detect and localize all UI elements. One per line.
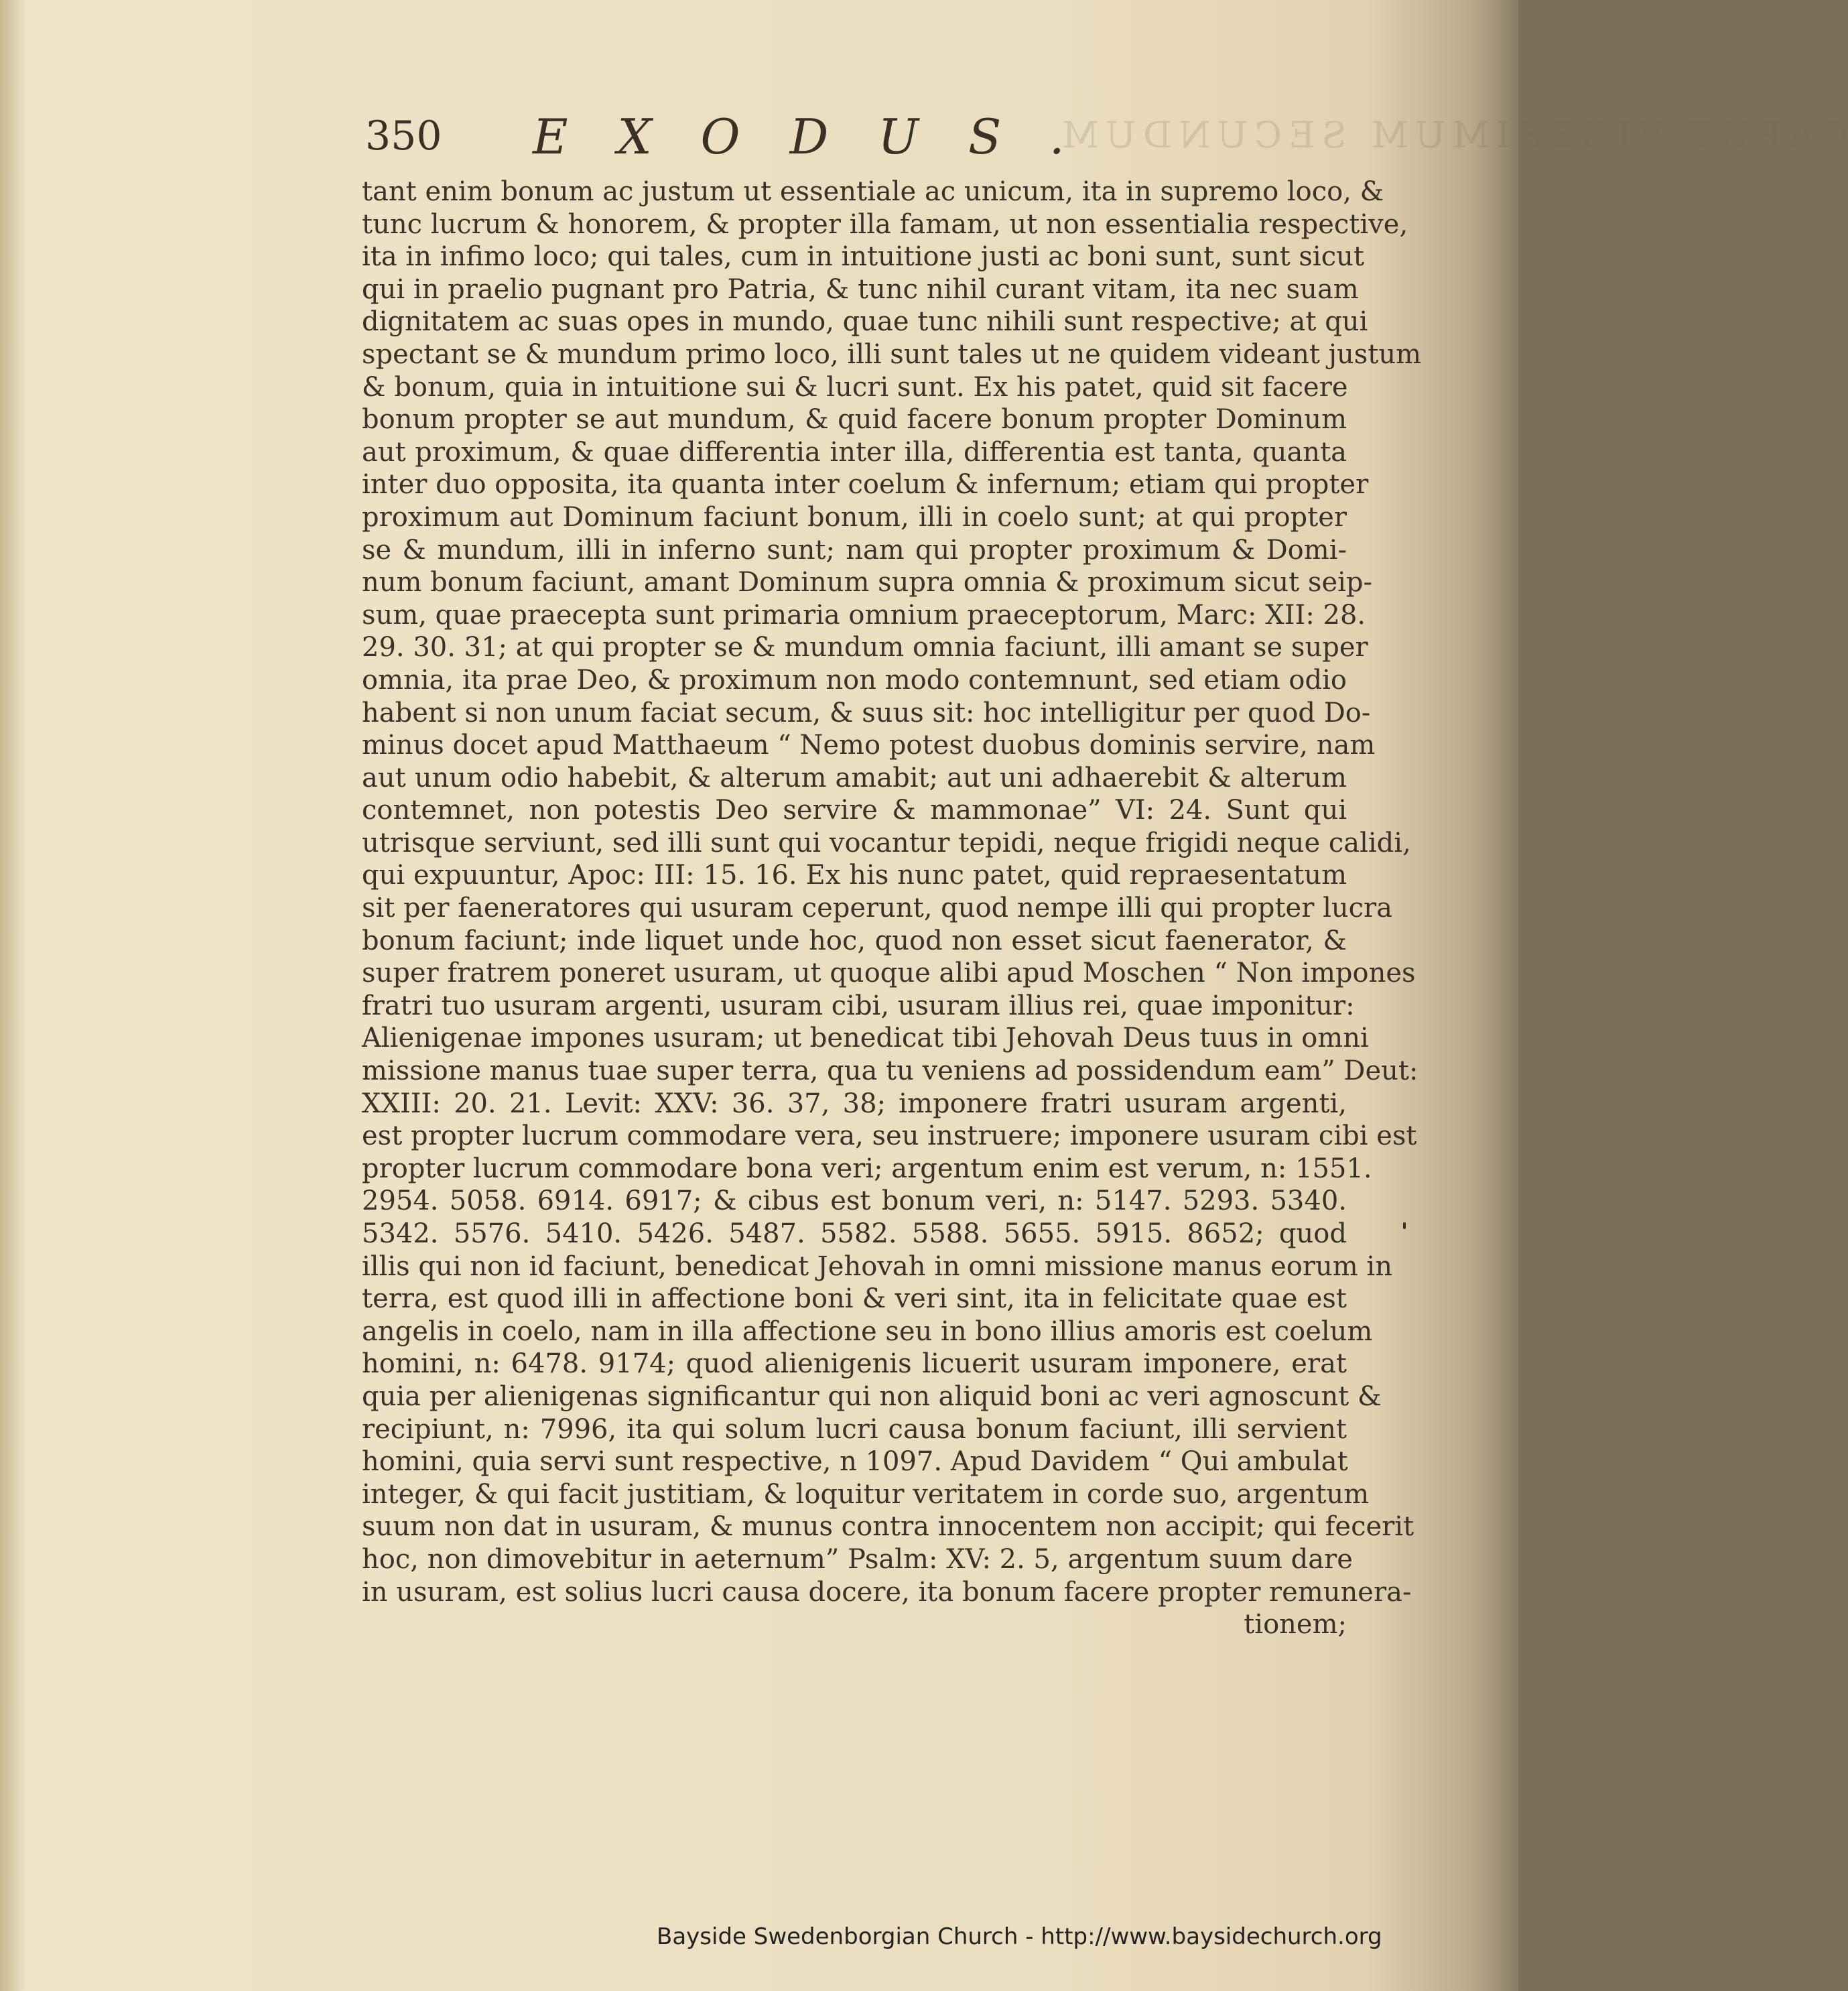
gutter-shadow xyxy=(0,0,27,1991)
text-line: minus docet apud Matthaeum “ Nemo potest duobus dominis servire, nam xyxy=(362,730,1376,761)
text-line: missione manus tuae super terra, qua tu veniens ad possidendum eam” Deut: xyxy=(362,1055,1418,1087)
text-line: se & mundum, illi in inferno sunt; nam qui propter proximum & Domi- xyxy=(362,534,1347,566)
text-line: num bonum faciunt, amant Dominum supra omnia & proximum sicut seip- xyxy=(362,567,1373,598)
text-line: homini, n: 6478. 9174; quod alienigenis licuerit usuram imponere, erat xyxy=(362,1348,1347,1380)
text-line: qui expuuntur, Apoc: III: 15. 16. Ex his nunc patet, quid repraesentatum xyxy=(362,860,1347,891)
text-line: tunc lucrum & honorem, & propter illa famam, ut non essentialia respective, xyxy=(362,208,1408,240)
running-title: EXODUS. xyxy=(533,109,1114,165)
ink-speck xyxy=(1403,1222,1406,1229)
text-line: XXIII: 20. 21. Levit: XXV: 36. 37, 38; imponere fratri usuram argenti, xyxy=(362,1088,1347,1119)
text-line: aut unum odio habebit, & alterum amabit; aut uni adhaerebit & alterum xyxy=(362,762,1347,793)
text-line: bonum propter se aut mundum, & quid facere bonum propter Dominum xyxy=(362,404,1347,436)
text-line: quia per alienigenas significantur qui non aliquid boni ac veri agnoscunt & xyxy=(362,1380,1382,1412)
body-text xyxy=(362,176,1422,1690)
text-line: Alienigenae impones usuram; ut benedicat tibi Jehovah Deus tuus in omni xyxy=(362,1023,1369,1054)
text-line: illis qui non id faciunt, benedicat Jehovah in omni missione manus eorum in xyxy=(362,1250,1392,1282)
text-line: contemnet, non potestis Deo servire & mammonae” VI: 24. Sunt qui xyxy=(362,795,1347,826)
text-line: inter duo opposita, ita quanta inter coelum & infernum; etiam qui propter xyxy=(362,469,1369,501)
text-line: omnia, ita prae Deo, & proximum non modo contemnunt, sed etiam odio xyxy=(362,664,1347,696)
text-line: hoc, non dimovebitur in aeternum” Psalm: XV: 2. 5, argentum suum dare xyxy=(362,1543,1353,1575)
text-line: ita in infimo loco; qui tales, cum in intuitione justi ac boni sunt, sunt sicut xyxy=(362,241,1364,273)
text-line: in usuram, est solius lucri causa docere, ita bonum facere propter remunera- xyxy=(362,1576,1412,1608)
text-line: sum, quae praecepta sunt primaria omnium praeceptorum, Marc: XII: 28. xyxy=(362,599,1366,631)
text-line: 29. 30. 31; at qui propter se & mundum omnia faciunt, illi amant se super xyxy=(362,632,1368,663)
text-line: bonum faciunt; inde liquet unde hoc, quod non esset sicut faenerator, & xyxy=(362,925,1347,956)
text-line: 5342. 5576. 5410. 5426. 5487. 5582. 5588. 5655. 5915. 8652; quod xyxy=(362,1218,1347,1249)
text-line: habent si non unum faciat secum, & suus sit: hoc intelligitur per quod Do- xyxy=(362,697,1371,728)
text-line: tant enim bonum ac justum ut essentiale ac unicum, ita in supremo loco, & xyxy=(362,176,1384,207)
text-line: 2954. 5058. 6914. 6917; & cibus est bonum veri, n: 5147. 5293. 5340. xyxy=(362,1185,1347,1217)
text-line: & bonum, quia in intuitione sui & lucri sunt. Ex his patet, quid sit facere xyxy=(362,371,1348,403)
text-line: qui in praelio pugnant pro Patria, & tunc nihil curant vitam, ita nec suam xyxy=(362,273,1359,305)
text-line: recipiunt, n: 7996, ita qui solum lucri causa bonum faciunt, illi servient xyxy=(362,1413,1347,1445)
text-line: propter lucrum commodare bona veri; argentum enim est verum, n: 1551. xyxy=(362,1153,1372,1184)
text-line: angelis in coelo, nam in illa affectione seu in bono illius amoris est coelum xyxy=(362,1315,1373,1347)
text-line: utrisque serviunt, sed illi sunt qui vocantur tepidi, neque frigidi neque calidi, xyxy=(362,827,1411,858)
text-line: proximum aut Dominum faciunt bonum, illi in coelo sunt; at qui propter xyxy=(362,501,1347,533)
text-line: est propter lucrum commodare vera, seu instruere; imponere usuram cibi est xyxy=(362,1120,1417,1152)
page-number: 350 xyxy=(365,113,442,159)
page-header xyxy=(365,101,1848,174)
text-line: spectant se & mundum primo loco, illi sunt tales ut ne quidem videant justum xyxy=(362,338,1422,370)
text-line: integer, & qui facit justitiam, & loquitur veritatem in corde suo, argentum xyxy=(362,1478,1370,1510)
text-line: homini, quia servi sunt respective, n 1097. Apud Davidem “ Qui ambulat xyxy=(362,1446,1348,1478)
text-line: suum non dat in usuram, & munus contra innocentem non accipit; qui fecerit xyxy=(362,1511,1414,1543)
text-line: sit per faeneratores qui usuram ceperunt, quod nempe illi qui propter lucra xyxy=(362,893,1392,924)
text-line: tionem; xyxy=(1244,1609,1347,1641)
text-line: terra, est quod illi in affectione boni & veri sint, ita in felicitate quae est xyxy=(362,1283,1347,1315)
text-line: fratri tuo usuram argenti, usuram cibi, usuram illius rei, quae imponitur: xyxy=(362,990,1355,1021)
footer-credit: Bayside Swedenborgian Church - http://www.baysidechurch.org xyxy=(657,1923,1382,1950)
bleed-through-title: CAPUT VIGESIMUM SECUNDUM xyxy=(1055,114,1848,156)
text-line: dignitatem ac suas opes in mundo, quae tunc nihili sunt respective; at qui xyxy=(362,306,1368,338)
text-line: super fratrem poneret usuram, ut quoque alibi apud Moschen “ Non impones xyxy=(362,958,1416,989)
text-line: aut proximum, & quae differentia inter illa, differentia est tanta, quanta xyxy=(362,436,1347,468)
